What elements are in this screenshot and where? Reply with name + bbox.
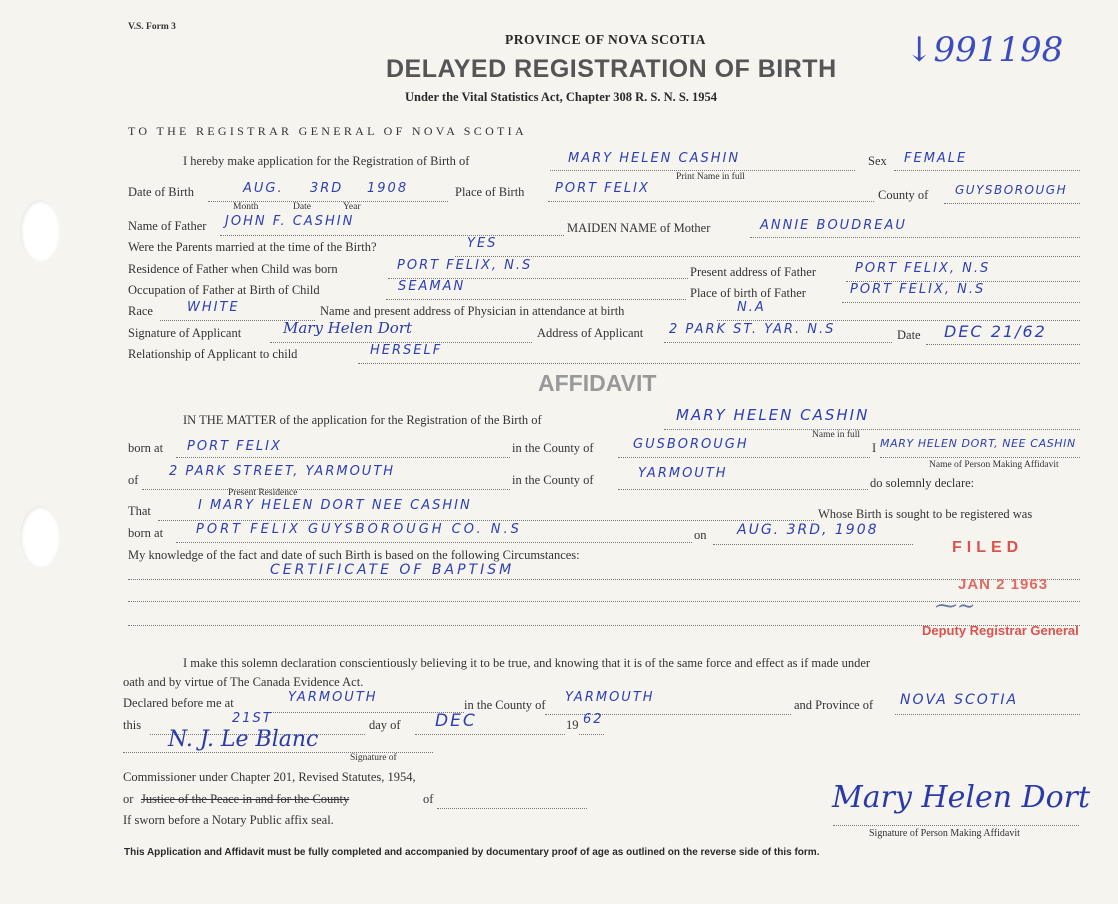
dotted-line <box>128 579 1080 580</box>
dotted-line <box>750 237 1080 238</box>
dotted-line <box>618 489 868 490</box>
or-label: or <box>123 792 134 806</box>
physician-value: N.A <box>737 300 766 315</box>
born-on-value: AUG. 3RD, 1908 <box>737 522 879 538</box>
dotted-line <box>176 542 692 543</box>
dotted-line <box>545 714 791 715</box>
dotted-line <box>415 734 565 735</box>
deponent-value: MARY HELEN DORT, NEE CASHIN <box>880 437 1076 450</box>
filed-date-stamp: JAN 2 1963 <box>958 576 1049 593</box>
father-label: Name of Father <box>128 219 207 233</box>
form-number: V.S. Form 3 <box>128 22 176 32</box>
residence-value: 2 PARK STREET, YARMOUTH <box>169 464 396 479</box>
of-label: of <box>128 473 139 487</box>
race-label: Race <box>128 304 153 318</box>
dob-month: AUG. <box>243 181 284 196</box>
punch-hole <box>20 506 60 568</box>
sex-value: FEMALE <box>904 151 968 166</box>
day-value: 21ST <box>232 711 273 726</box>
mother-label: MAIDEN NAME of Mother <box>567 221 711 235</box>
matter-name: MARY HELEN CASHIN <box>676 406 870 424</box>
father-occ-value: SEAMAN <box>398 279 466 294</box>
father-pob-label: Place of birth of Father <box>690 286 806 300</box>
dotted-line <box>142 489 510 490</box>
matter-label: IN THE MATTER of the application for the Registration of the Birth of <box>183 413 542 427</box>
dotted-line <box>455 256 1080 257</box>
day-of-label: day of <box>369 718 401 732</box>
signature-of-hint: Signature of <box>350 753 397 763</box>
dob-date: 3RD <box>310 181 344 196</box>
dotted-line <box>550 170 855 171</box>
dotted-line <box>842 302 1080 303</box>
year-hint: Year <box>343 202 361 212</box>
notary-line: If sworn before a Notary Public affix seal. <box>123 813 334 827</box>
solemn-line-1: I make this solemn declaration conscientiously believing it to be true, and knowing that it is of the same force and effect as if made under <box>183 656 871 670</box>
i-label: I <box>872 441 877 455</box>
province-label: and Province of <box>794 698 874 712</box>
dotted-line <box>579 734 604 735</box>
name-full-hint: Name in full <box>812 430 861 440</box>
applicant-full-name: MARY HELEN CASHIN <box>568 151 741 166</box>
born-at2-value: PORT FELIX GUYSBOROUGH CO. N.S <box>196 522 522 537</box>
father-res-value: PORT FELIX, N.S <box>397 258 533 273</box>
relationship-label: Relationship of Applicant to child <box>128 347 298 361</box>
affidavit-heading: AFFIDAVIT <box>538 370 657 396</box>
footer-note: This Application and Affidavit must be fully completed and accompanied by documentary proof of age as outlined on the reverse side of this form. <box>124 847 820 858</box>
father-present-value: PORT FELIX, N.S <box>855 261 991 276</box>
dotted-line <box>944 203 1080 204</box>
deponent-signature: Mary Helen Dort <box>832 780 1091 815</box>
year-prefix: 19 <box>566 718 579 732</box>
mother-value: ANNIE BOUDREAU <box>760 218 907 233</box>
dob-year: 1908 <box>367 181 409 196</box>
applicant-addr-label: Address of Applicant <box>537 326 644 340</box>
knowledge-label: My knowledge of the fact and date of such Birth is based on the following Circumstances: <box>128 548 580 562</box>
father-occ-label: Occupation of Father at Birth of Child <box>128 283 320 297</box>
deponent-hint: Name of Person Making Affidavit <box>929 460 1059 470</box>
father-present-label: Present address of Father <box>690 265 817 279</box>
born-at-label: born at <box>128 441 164 455</box>
dotted-line <box>437 808 587 809</box>
dotted-line <box>664 429 1080 430</box>
dotted-line <box>358 363 1080 364</box>
place-label: Place of Birth <box>455 185 525 199</box>
dotted-line <box>713 544 913 545</box>
on-label: on <box>694 528 707 542</box>
date-value: DEC 21/62 <box>944 322 1047 341</box>
file-number: ↓991198 <box>905 30 1064 70</box>
form-subtitle: Under the Vital Statistics Act, Chapter 308 R. S. N. S. 1954 <box>405 90 718 104</box>
born-at2-label: born at <box>128 526 164 540</box>
dotted-line <box>386 299 686 300</box>
that-label: That <box>128 504 151 518</box>
residence-hint: Present Residence <box>228 488 298 498</box>
father-value: JOHN F. CASHIN <box>225 214 355 229</box>
dotted-line <box>548 201 874 202</box>
dotted-line <box>664 342 892 343</box>
physician-label: Name and present address of Physician in attendance at birth <box>320 304 625 318</box>
form-title: DELAYED REGISTRATION OF BIRTH <box>386 55 837 83</box>
place-value: PORT FELIX <box>555 181 650 196</box>
intro-label: I hereby make application for the Registration of Birth of <box>183 154 470 168</box>
dotted-line <box>717 320 1080 321</box>
print-name-hint: Print Name in full <box>676 172 745 182</box>
declared-county-value: YARMOUTH <box>565 690 655 705</box>
born-county-value: GUSBOROUGH <box>633 437 749 452</box>
dotted-line <box>895 714 1080 715</box>
registrar-initials: ⁓∼ <box>935 594 976 619</box>
married-label: Were the Parents married at the time of the Birth? <box>128 240 377 254</box>
sig-label: Signature of Applicant <box>128 326 242 340</box>
relationship-value: HERSELF <box>370 343 443 358</box>
dotted-line <box>158 520 814 521</box>
dotted-line <box>220 235 564 236</box>
province-value: NOVA SCOTIA <box>900 692 1019 708</box>
date-hint: Date <box>293 202 311 212</box>
solemn-line-2: oath and by virtue of The Canada Evidence Act. <box>123 675 364 689</box>
married-value: YES <box>467 236 498 251</box>
declared-county-label: in the County of <box>464 698 546 712</box>
county-label: County of <box>878 188 929 202</box>
race-value: WHITE <box>187 300 240 315</box>
justice-line: Justice of the Peace in and for the County <box>141 792 350 806</box>
sex-label: Sex <box>868 154 887 168</box>
father-pob-value: PORT FELIX, N.S <box>850 282 986 297</box>
addressee: TO THE REGISTRAR GENERAL OF NOVA SCOTIA <box>128 124 527 138</box>
declared-label: Declared before me at <box>123 696 234 710</box>
commissioner-signature: N. J. Le Blanc <box>168 727 319 752</box>
deputy-registrar-stamp: Deputy Registrar General <box>922 623 1079 638</box>
dob-label: Date of Birth <box>128 185 194 199</box>
date-label: Date <box>897 328 921 342</box>
res-county-value: YARMOUTH <box>638 466 728 481</box>
deponent-sig-hint: Signature of Person Making Affidavit <box>869 828 1020 839</box>
father-res-label: Residence of Father when Child was born <box>128 262 338 276</box>
circumstance-value: CERTIFICATE OF BAPTISM <box>270 562 515 578</box>
province-heading: PROVINCE OF NOVA SCOTIA <box>505 32 706 47</box>
applicant-signature: Mary Helen Dort <box>283 319 413 337</box>
dotted-line <box>618 457 870 458</box>
res-county-label: in the County of <box>512 473 594 487</box>
month-hint: Month <box>233 202 259 212</box>
filed-stamp: FILED <box>952 539 1024 556</box>
dotted-line <box>176 457 510 458</box>
this-label: this <box>123 718 142 732</box>
declared-at-value: YARMOUTH <box>288 690 378 705</box>
in-county-label: in the County of <box>512 441 594 455</box>
born-at-value: PORT FELIX <box>187 439 282 454</box>
dotted-line <box>926 344 1080 345</box>
applicant-addr-value: 2 PARK ST. YAR. N.S <box>669 322 836 337</box>
that-value: I MARY HELEN DORT NEE CASHIN <box>198 498 472 513</box>
whose-birth-label: Whose Birth is sought to be registered was <box>818 507 1033 521</box>
dotted-line <box>880 457 1080 458</box>
punch-hole <box>20 200 60 262</box>
justice-of-label: of <box>423 792 434 806</box>
dotted-line <box>833 825 1079 826</box>
declare-label: do solemnly declare: <box>870 476 975 490</box>
dotted-line <box>894 170 1080 171</box>
month-value: DEC <box>435 711 477 731</box>
year-suffix: 62 <box>583 712 604 727</box>
commissioner-line: Commissioner under Chapter 201, Revised Statutes, 1954, <box>123 770 416 784</box>
county-value: GUYSBOROUGH <box>955 183 1068 197</box>
